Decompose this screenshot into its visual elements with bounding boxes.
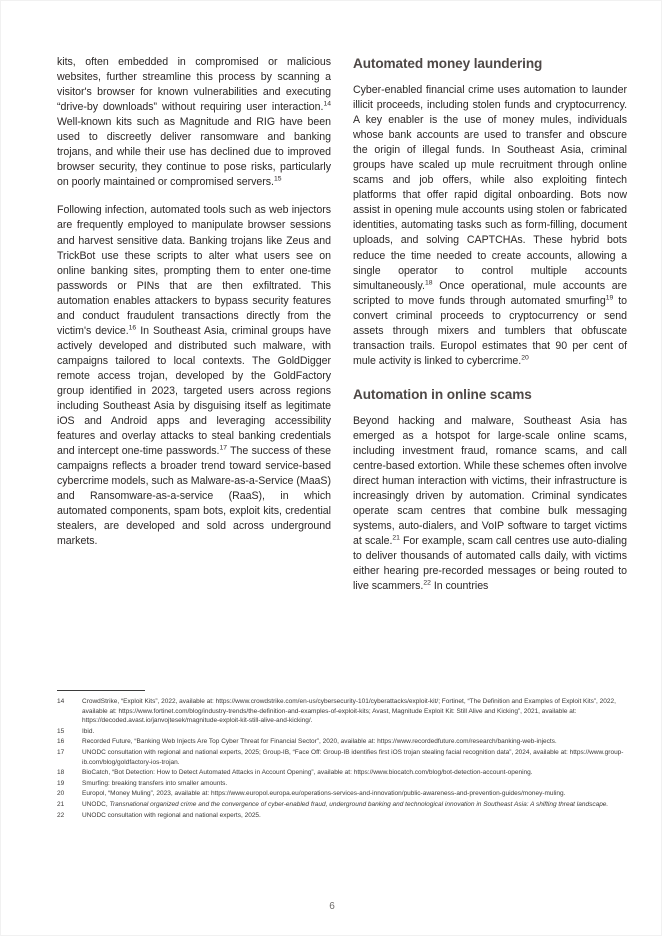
heading-automation-in-online-scams: Automation in online scams	[353, 386, 532, 402]
footnote-number: 16	[57, 738, 65, 746]
footnote-ref-15[interactable]: 15	[273, 175, 282, 183]
footnote-text: Smurfing: breaking transfers into smaller amounts.	[82, 779, 228, 787]
paragraph-exploit-kits	[57, 55, 331, 190]
footnote-number: 14	[57, 698, 65, 705]
footnote-number: 21	[57, 800, 65, 808]
footnotes-section	[57, 690, 627, 821]
footnote-item	[57, 697, 627, 726]
paragraph-text: Beyond hacking and malware, Southeast Asia has emerged as a hotspot for large-scale online scams, including investment fraud, romance scams, and call centre-based extortion. While these schemes often involve direct human interaction with victims, their infrastructure is increasingly driven by automation. Criminal syndicates operate scam centres that combine bulk messaging systems, auto-dialers, and VoIP software to target victims at scale.	[353, 414, 627, 548]
footnote-number: 18	[57, 769, 65, 777]
footnote-item	[57, 811, 627, 821]
paragraph-text-tail: The success of these campaigns reflects a broader trend toward service-based cybercrime models, such as Malware-as-a-Service (MaaS) and Ransomware-as-a-service (RaaS), in which automated components, spam bots, exploit kits, credential stealers, are developed and sold across underground markets.	[57, 445, 331, 548]
footnote-text: UNODC consultation with regional and national experts, 2025.	[82, 811, 261, 819]
footnote-item	[57, 800, 627, 810]
footnote-text: BioCatch, “Bot Detection: How to Detect Automated Attacks in Account Opening”, available at: https://www.biocatch.com/blog/bot-detection-account-opening.	[82, 769, 533, 777]
footnote-ref-22[interactable]: 22	[423, 579, 431, 587]
two-column-layout	[57, 55, 627, 594]
page-number: 6	[329, 901, 335, 912]
footnote-number: 19	[57, 779, 65, 787]
paragraph-text-cont: Once operational, mule accounts are scripted to move funds through automated smurfing	[353, 279, 627, 307]
footnote-ref-18[interactable]: 18	[424, 279, 433, 287]
footnote-number: 15	[57, 727, 65, 735]
footnote-ref-20[interactable]: 20	[521, 354, 529, 362]
footnote-number: 20	[57, 790, 65, 798]
paragraph-text-cont2: to convert criminal proceeds to cryptocurrency or send assets through mixers and tumblers that obfuscate transaction trails. Europol estimates that 90 per cent of mule activity is linked to cybercrime.	[353, 294, 628, 367]
footnote-item	[57, 789, 627, 799]
footnote-text: Europol, “Money Muling”, 2023, available at: https://www.europol.europa.eu/operations-services-and-innovation/public-awareness-and-prevention-guides/money-muling.	[82, 790, 566, 798]
footnote-text: CrowdStrike, “Exploit Kits”, 2022, available at: https://www.crowdstrike.com/en-us/cybersecurity-101/cyberattacks/exploit-kit/; Fortinet, “The Definition and Examples of Exploit Kits”, 2022, available at: https://www.fortinet.com/blog/industry-trends/the-definition-and-examples-of-exploit-kits; Avast, Magnitude Exploit Kit: Still Alive and Kicking”, 2021, available at: https://decoded.avast.io/janvojtesek/magnitude-exploit-kit-still-alive-and-kicking/.	[82, 698, 616, 725]
paragraph-web-injectors	[57, 203, 331, 549]
paragraph-text-tail: In countries	[430, 580, 489, 593]
footnote-number: 22	[57, 811, 65, 819]
paragraph-text: Cyber-enabled financial crime uses automation to launder illicit proceeds, including stolen funds and cryptocurrency. A key enabler is the use of money mules, individuals whose bank accounts are used to transfer and obscure the origin of illegal funds. In Southeast Asia, criminal groups have scaled up mule recruitment through online scams and job offers, while also exploiting fintech platforms that offer rapid digital onboarding. Bots now assist in opening mule accounts using stolen or fabricated identities, automating tasks such as form-filling, document uploads, and solving CAPTCHAs. These hybrid bots reduce the time needed to create accounts, allowing a single operator to control multiple accounts simultaneously.	[353, 84, 627, 292]
footnote-text: Ibid.	[82, 727, 95, 735]
left-column	[57, 55, 331, 594]
footnote-separator-rule	[57, 690, 145, 691]
footnote-item	[57, 779, 627, 789]
page-content	[57, 55, 627, 675]
footnote-text: UNODC consultation with regional and national experts, 2025; Group-IB, “Face Off: Group-IB identifies first iOS trojan stealing facial recognition data”, 2024, available at: https://www.group-ib.com/blog/goldfactory-ios-trojan.	[82, 748, 624, 766]
footnote-text-prefix: UNODC,	[82, 800, 110, 808]
paragraph-text-cont: For example, scam call centres use auto-dialing to deliver thousands of automated calls daily, with victims either hearing pre-recorded messages or being routed to live scammers.	[353, 535, 627, 593]
footnote-item	[57, 737, 627, 747]
footnote-item	[57, 748, 627, 767]
right-column	[353, 55, 627, 594]
paragraph-text: Following infection, automated tools such as web injectors are frequently employed to manipulate browser sessions and harvest sensitive data. Banking trojans like Zeus and TrickBot use these scripts to alter what users see on online banking sites, prompting them to enter one-time passwords or PINs that are then exfiltrated. This automation enables attackers to bypass security features and conduct fraudulent transactions directly from the victim's device.	[57, 204, 331, 337]
footnote-ref-17[interactable]: 17	[219, 444, 227, 452]
paragraph-text: kits, often embedded in compromised or malicious websites, further streamline this process by scanning a visitor's browser for known vulnerabilities and executing “drive-by downloads” without requiring user interaction.	[57, 56, 331, 114]
paragraph-text-cont: In Southeast Asia, criminal groups have actively developed and distributed such malware, with campaigns tailored to local contexts. The GoldDigger remote access trojan, developed by the GoldFactory group identified in 2023, targeted users across regions including Southeast Asia by disguising itself as legitimate iOS and Android apps and leveraging accessibility features and overlay attacks to steal banking credentials and intercept one-time passwords.	[57, 324, 331, 458]
footnote-ref-16[interactable]: 16	[128, 324, 137, 332]
paragraph-text-cont: Well-known kits such as Magnitude and RIG have been used to discreetly deliver ransomware and banking trojans, and while their use has declined due to improved browser security, they continue to pose risks, particularly on poorly maintained or compromised servers.	[57, 116, 331, 189]
footnote-ref-21[interactable]: 21	[392, 534, 400, 542]
paragraph-online-scams	[353, 414, 627, 595]
footnote-ref-19[interactable]: 19	[605, 294, 614, 302]
footnote-item	[57, 768, 627, 778]
footnote-text-italic	[82, 800, 627, 810]
footnote-title-italic: Transnational organized crime and the convergence of cyber-enabled fraud, underground banking and technological innovation in Southeast Asia: A shifting threat landscape.	[109, 800, 609, 808]
footnote-number: 17	[57, 748, 65, 756]
paragraph-money-laundering	[353, 83, 627, 369]
footnote-item	[57, 727, 627, 737]
heading-automated-money-laundering: Automated money laundering	[353, 56, 543, 71]
footnote-text: Recorded Future, “Banking Web Injects Are Top Cyber Threat for Financial Sector”, 2020, available at: https://www.recordedfuture.com/research/banking-web-injects.	[82, 738, 557, 746]
footnote-ref-14[interactable]: 14	[323, 100, 331, 108]
